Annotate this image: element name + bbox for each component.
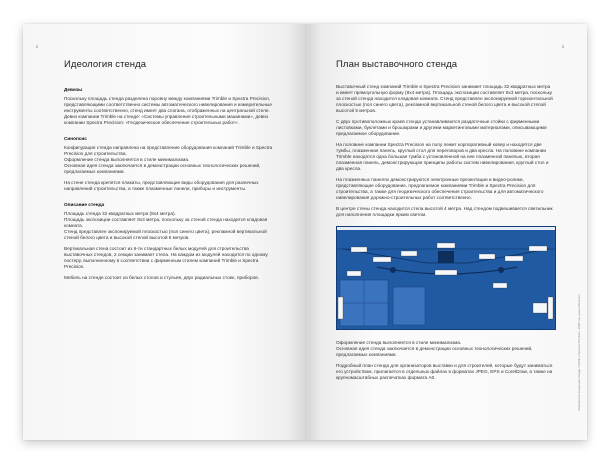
paragraph: Основная идея стенда заключается в демонстрации основных технологических решений, предлагаемых компаниями.	[336, 346, 533, 357]
paragraph: Стенд представлен экспонируемой плоскостью (пол синего цвета), рекламной вертикальной стеной белого цвета и высокой стелой высотой 5 метров.	[64, 229, 267, 240]
back-wall	[337, 227, 555, 230]
paragraph: Девиз компании Trimble на стенде: «Системы управления строительными машинами», девиз компании Spectra Precision: «Геодезическое обеспечение строительных работ».	[64, 114, 269, 125]
plan-label	[479, 254, 495, 259]
paragraph: На половине компании Spectra Precision на полу лежит корпоративный ковер и находятся две тумбы, плазменная панель, круглый стол для переговоров и два кресла. На половине компании Trimble находятся одна большая тумба с установленной на нее плазменной панелью, вторая плазменная панель, демонстрирующая принципы работы систем нивелирования, круглый стол и два кресла.	[336, 142, 549, 171]
page-number: 2	[36, 44, 39, 49]
section-heading: Девизы	[64, 87, 83, 92]
page-title: План выставочного стенда	[336, 59, 458, 70]
paragraph: Вертикальная стена состоит из 6-ти стандартных белых модулей для строительства выставочных стендов, 2 секции занимает стела. На каждом из модулей находится по одному постеру, выполненному в соответствии с фирменным стилем компаний Trimble и Spectra Precision.	[64, 246, 268, 269]
paragraph: Оформление стенда выполняется в стиле минимализма.	[64, 157, 190, 162]
counter-area	[393, 287, 425, 325]
plan-label	[437, 243, 455, 248]
plan-label	[373, 257, 391, 262]
page-title: Идеология стенда	[64, 59, 147, 70]
paragraph: Поскольку площадь стенда разделена поровну между компаниями Trimble и Spectra Precision, представляющими соответственно системы автоматического нивелирования и измерительные инструменты соответственно, стенд имеет два слогана, отображенных на центральной стеле.	[64, 96, 272, 113]
paragraph: Основная идея стенда заключается в демонстрации основных технологических решений, предлагаемых компаниями.	[64, 163, 261, 174]
paragraph: Мебель на стенде состоит из белых столов и стульев, двух радиальных стоек, приборов.	[64, 275, 260, 280]
paragraph: Оформление стенда выполняется в стиле минимализма.	[336, 340, 462, 345]
paragraph: На стене стенда крепятся плакаты, представляющие виды оборудования для различных направлений строительства, а также плазменные панели, приборы и инструменты.	[64, 180, 259, 191]
right-page	[305, 24, 587, 440]
plan-label	[351, 247, 367, 252]
floor-plan-drawing	[337, 227, 555, 329]
section-heading: Синопсис	[64, 136, 87, 141]
paragraph: В центре стены стенда находится стела высотой 4 метра. Над стендом подвешивается светильник для наполнения площадки ярким светом.	[336, 206, 553, 217]
plan-label	[435, 270, 457, 275]
table-dot	[390, 267, 396, 273]
brochure-spread	[23, 24, 587, 440]
plan-label	[505, 256, 523, 261]
paragraph: Конфигурация стенда направлена на представление оборудования компаний Trimble и Spectra Precision для строительства.	[64, 145, 273, 156]
section-heading: Описание стенда	[64, 202, 105, 207]
table-dot	[498, 267, 504, 273]
plan-label	[347, 271, 361, 276]
right-page-body	[336, 84, 554, 386]
literature-stand	[338, 297, 343, 319]
plan-label	[493, 283, 507, 288]
paragraph: Площадь стенда 32 квадратных метра (8х4 метра).	[64, 211, 176, 216]
left-page	[23, 24, 305, 440]
literature-stand	[548, 297, 553, 319]
stand-floor-plan	[336, 226, 556, 330]
paragraph: С двух противоположных краев стенда устанавливаются раздаточные стойки с фирменными листовками, буклетами и брошюрами и другими маркетинговыми материалами, описывающими предлагаемое оборудование.	[336, 119, 547, 136]
paragraph: Площадь экспозиции составляет 8х3 метра, поскольку за стеной стенда находится кладовая комната.	[64, 217, 268, 228]
paragraph: На плазменных панелях демонстрируются электронные презентации и видео-ролики, представляющие оборудование, предлагаемое компаниями Trimble и Spectra Precision для строительства, а также для геодезического обеспечения строительства и для автоматического нивелирования дорожно-строительных работ соответственно.	[336, 177, 544, 200]
plan-label	[401, 251, 417, 256]
page-number: 3	[561, 44, 564, 49]
left-page-body	[64, 87, 274, 286]
stele-base	[438, 251, 454, 263]
plan-label	[529, 246, 547, 251]
paragraph: Подробный план стенда для организаторов выставки и для строителей, которые будут заниматься его устройством, прилагается в отдельных файлах в форматах JPEG, EPS и CorelDraw, а также на крупномасштабных распечатках формата А0.	[336, 363, 553, 380]
side-note: Разработка концепции стенда Trimble и Spectra Precision, 2008 год. www.artbrand.ru	[577, 294, 581, 411]
plan-label	[533, 303, 547, 313]
paragraph: Выставочный стенд компаний Trimble и Spectra Precision занимает площадь 32 квадратных метра и имеет прямоугольную форму (8х4 метра). Площадь экспозиции составляет 8х3 метра, поскольку за стеной стенда находится кладовая комната. Стенд представлен экспонируемой горизонтальной плоскостью (пол синего цвета), рекламной вертикальной стеной белого цвета и высокой стелой высотой 5 метров.	[336, 84, 553, 113]
